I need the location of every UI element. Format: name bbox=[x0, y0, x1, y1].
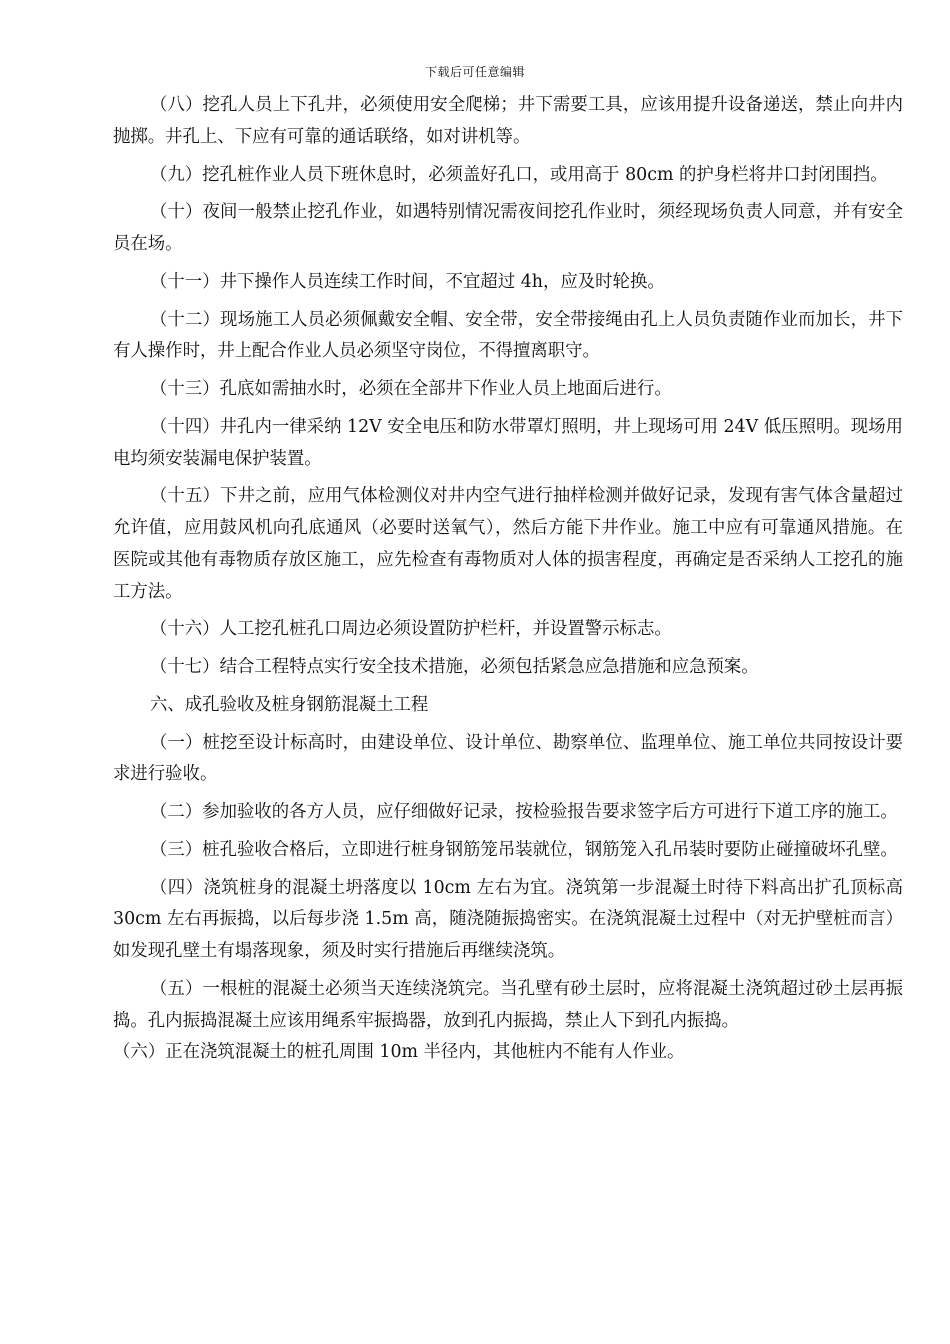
paragraph-item-11: （十一）井下操作人员连续工作时间，不宜超过 4h，应及时轮换。 bbox=[150, 271, 665, 292]
paragraph-item-5: （五）一根桩的混凝土必须当天连续浇筑完。当孔壁有砂土层时，应将混凝土浇筑超过砂土层再振捣。孔内振捣混凝土应该用绳系牢振捣器，放到孔内振捣，禁止人下到孔内振捣。 bbox=[113, 978, 903, 1031]
section-heading: 六、成孔验收及桩身钢筋混凝土工程 bbox=[150, 694, 429, 715]
paragraph-item-10: （十）夜间一般禁止挖孔作业，如遇特别情况需夜间挖孔作业时，须经现场负责人同意，并有安全员在场。 bbox=[113, 202, 903, 254]
paragraph-item-13: （十三）孔底如需抽水时，必须在全部井下作业人员上地面后进行。 bbox=[150, 379, 672, 400]
paragraph-item-3: （三）桩孔验收合格后，立即进行桩身钢筋笼吊装就位，钢筋笼入孔吊装时要防止碰撞破坏孔壁。 bbox=[150, 839, 898, 860]
paragraph-item-16: （十六）人工挖孔桩孔口周边必须设置防护栏杆，并设置警示标志。 bbox=[150, 619, 672, 640]
paragraph-item-17: （十七）结合工程特点实行安全技术措施，必须包括紧急应急措施和应急预案。 bbox=[150, 657, 759, 678]
paragraph-item-14: （十四）井孔内一律采纳 12V 安全电压和防水带罩灯照明，井上现场可用 24V 低压照明。现场用电均须安装漏电保护装置。 bbox=[113, 416, 903, 469]
paragraph-item-6: （六）正在浇筑混凝土的桩孔周围 10m 半径内，其他桩内不能有人作业。 bbox=[113, 1042, 685, 1063]
paragraph-item-12: （十二）现场施工人员必须佩戴安全帽、安全带，安全带接绳由孔上人员负责随作业而加长，井下有人操作时，井上配合作业人员必须坚守岗位，不得擅离职守。 bbox=[113, 309, 903, 362]
paragraph-item-2: （二）参加验收的各方人员，应仔细做好记录，按检验报告要求签字后方可进行下道工序的施工。 bbox=[150, 802, 898, 823]
paragraph-item-15: （十五）下井之前，应用气体检测仪对井内空气进行抽样检测并做好记录，发现有害气体含量超过允许值，应用鼓风机向孔底通风（必要时送氧气），然后方能下井作业。施工中应有可靠通风措施。在医院或其他有毒物质存放区施工，应先检查有毒物质对人体的损害程度，再确定是否采纳人工挖孔的施工方法。 bbox=[113, 486, 903, 602]
page-header: 下载后可任意编辑 bbox=[424, 65, 525, 79]
paragraph-item-1: （一）桩挖至设计标高时，由建设单位、设计单位、勘察单位、监理单位、施工单位共同按设计要求进行验收。 bbox=[113, 732, 903, 785]
paragraph-item-8: （八）挖孔人员上下孔井，必须使用安全爬梯；井下需要工具，应该用提升设备递送，禁止向井内抛掷。井孔上、下应有可靠的通话联络，如对讲机等。 bbox=[113, 95, 903, 147]
paragraph-item-4: （四）浇筑桩身的混凝土坍落度以 10cm 左右为宜。浇筑第一步混凝土时待下料高出扩孔顶标高 30cm 左右再振捣，以后每步浇 1.5m 高，随浇随振捣密实。在浇筑混凝土过程中（对无护壁桩而言）如发现孔壁土有塌落现象，须及时实行措施后再继续浇筑。 bbox=[113, 877, 903, 962]
paragraph-item-9: （九）挖孔桩作业人员下班休息时，必须盖好孔口，或用高于 80cm 的护身栏将井口封闭围挡。 bbox=[150, 164, 888, 185]
document-body bbox=[113, 90, 903, 1075]
